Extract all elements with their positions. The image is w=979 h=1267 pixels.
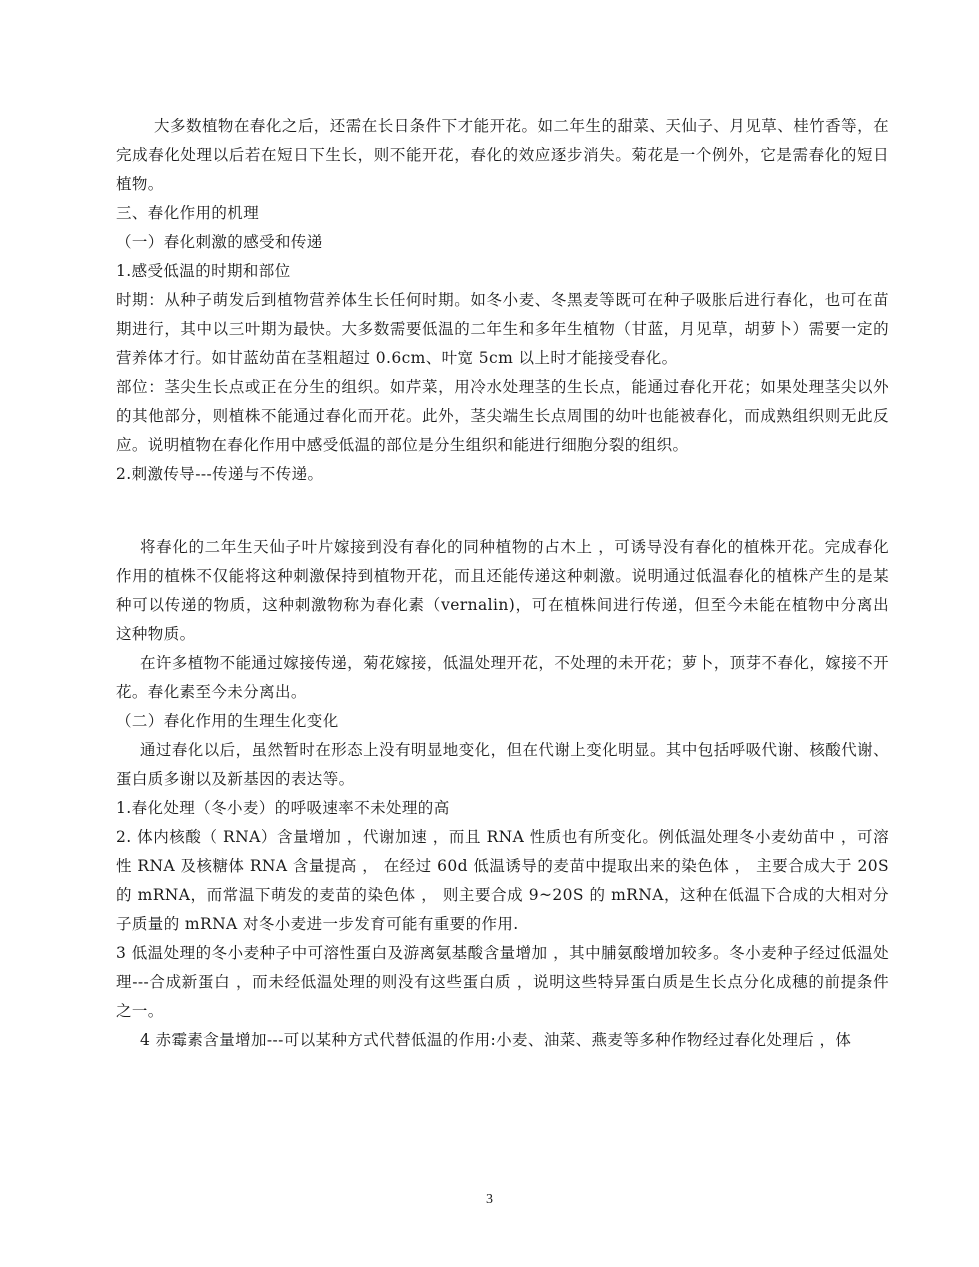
list-item-nucleic-acid: 2. 体内核酸（ RNA）含量增加 ，代谢加速 ，而且 RNA 性质也有所变化。例低温处理冬小麦幼苗中 ，可溶性 RNA 及核糖体 RNA 含量提高 ， 在经过 60d 低温诱导的麦苗中提取出来的染色体 ， 主要合成大于 20S 的 mRNA，而常温下萌发的麦苗的染色体 ， 则主要合成 9~20S 的 mRNA，这种在低温下合成的大相对分子质量的 mRNA 对冬小麦进一步发育可能有重要的作用. [116,828,889,933]
item-heading-stimulus-transmission: 2.刺激传导---传递与不传递。 [116,465,324,483]
paragraph-metabolism: 通过春化以后，虽然暂时在形态上没有明显地变化，但在代谢上变化明显。其中包括呼吸代谢、核酸代谢、蛋白质多谢以及新基因的表达等。 [116,741,889,788]
list-item-gibberellin: 4 赤霉素含量增加---可以某种方式代替低温的作用:小麦、油菜、燕麦等多种作物经过春化处理后 ，体 [140,1031,852,1049]
paragraph-location: 部位：茎尖生长点或正在分生的组织。如芹菜，用冷水处理茎的生长点，能通过春化开花；如果处理茎尖以外的其他部分，则植株不能通过春化而开花。此外，茎尖端生长点周围的幼叶也能被春化，而成熟组织则无此反应。说明植物在春化作用中感受低温的部位是分生组织和能进行细胞分裂的组织。 [116,378,889,454]
paragraph-long-day-requirement: 大多数植物在春化之后，还需在长日条件下才能开花。如二年生的甜菜、天仙子、月见草、桂竹香等，在完成春化处理以后若在短日下生长，则不能开花，春化的效应逐步消失。菊花是一个例外，它是需春化的短日植物。 [116,117,889,193]
paragraph-grafting: 将春化的二年生天仙子叶片嫁接到没有春化的同种植物的占木上 ，可诱导没有春化的植株开花。完成春化作用的植株不仅能将这种刺激保持到植物开花，而且还能传递这种刺激。说明通过低温春化的植株产生的是某种可以传递的物质，这种刺激物称为春化素（vernalin)，可在植株间进行传递，但至今未能在植物中分离出这种物质。 [116,538,889,643]
blank-line [116,489,889,533]
subsection-heading-physiological-changes: （二）春化作用的生理生化变化 [116,712,339,730]
subsection-heading-perception: （一）春化刺激的感受和传递 [116,233,323,251]
body-text [116,112,889,1055]
section-heading-mechanism: 三、春化作用的机理 [116,204,260,222]
item-heading-period-location: 1.感受低温的时期和部位 [116,262,291,280]
paragraph-non-transmission: 在许多植物不能通过嫁接传递，菊花嫁接，低温处理开花，不处理的未开花；萝卜，顶芽不春化，嫁接不开花。春化素至今未分离出。 [116,654,889,701]
page-number: 3 [486,1192,493,1207]
list-item-protein: 3 低温处理的冬小麦种子中可溶性蛋白及游离氨基酸含量增加 ，其中脯氨酸增加较多。冬小麦种子经过低温处理---合成新蛋白 ，而未经低温处理的则没有这些蛋白质 ，说明这些特异蛋白质是生长点分化成穗的前提条件之一。 [116,944,889,1020]
paragraph-period: 时期：从种子萌发后到植物营养体生长任何时期。如冬小麦、冬黑麦等既可在种子吸胀后进行春化，也可在苗期进行，其中以三叶期为最快。大多数需要低温的二年生和多年生植物（甘蓝，月见草，胡萝卜）需要一定的营养体才行。如甘蓝幼苗在茎粗超过 0.6cm、叶宽 5cm 以上时才能接受春化。 [116,291,889,367]
list-item-respiration: 1.春化处理（冬小麦）的呼吸速率不未处理的高 [116,799,450,817]
